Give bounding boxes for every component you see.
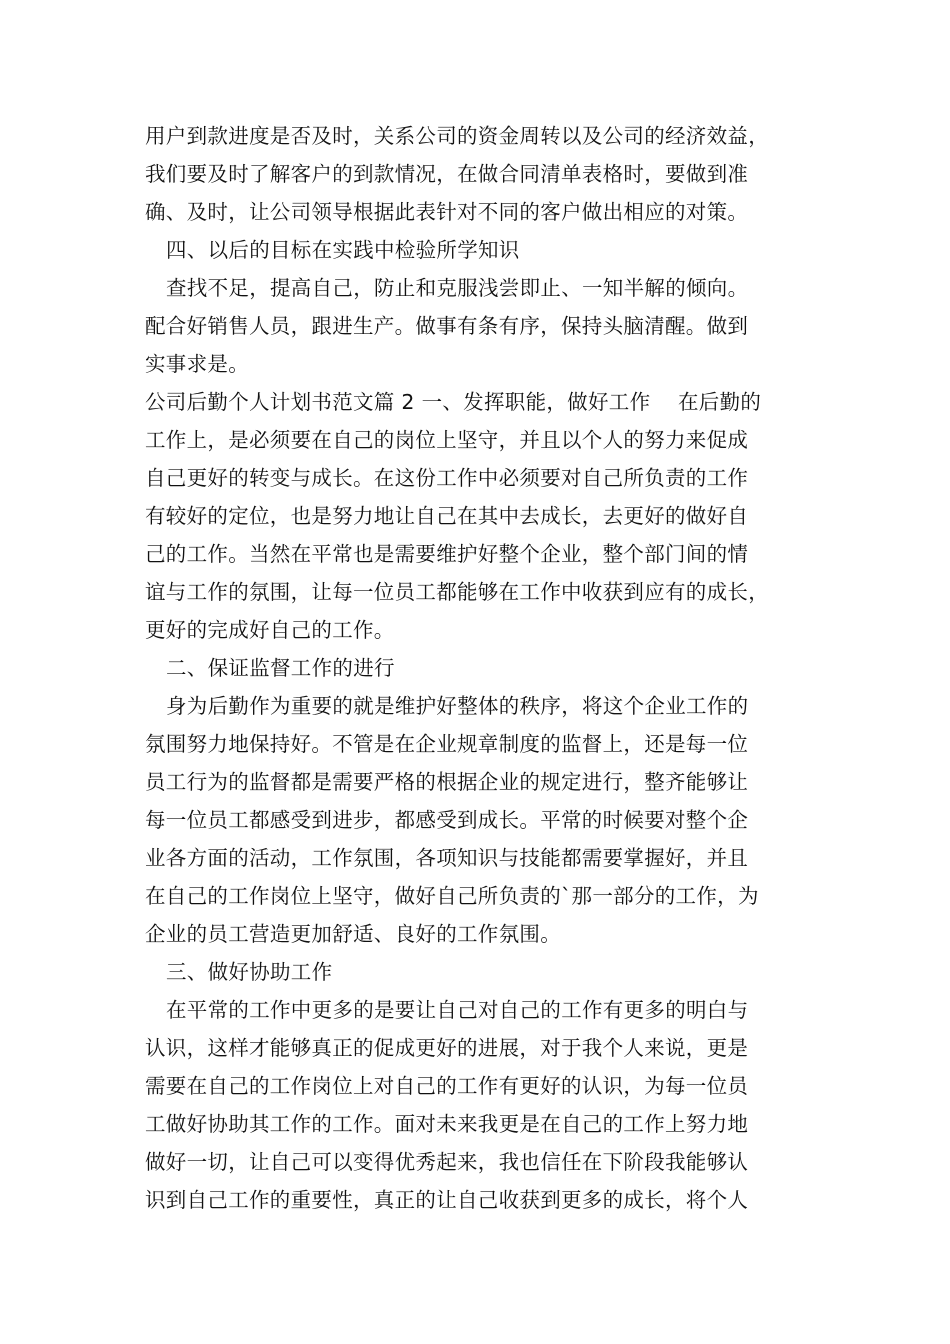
body-text-line: 己的工作。当然在平常也是需要维护好整个企业，整个部门间的情: [145, 542, 749, 566]
body-text-line: 谊与工作的氛围，让每一位员工都能够在工作中收获到应有的成长，: [145, 580, 769, 604]
body-text-line: 氛围努力地保持好。不管是在企业规章制度的监督上，还是每一位: [145, 732, 749, 756]
body-text-line: 业各方面的活动，工作氛围，各项知识与技能都需要掌握好，并且: [145, 846, 749, 870]
body-text-line: 在平常的工作中更多的是要让自己对自己的工作有更多的明白与: [166, 998, 749, 1022]
body-text-line: 做好一切，让自己可以变得优秀起来，我也信任在下阶段我能够认: [145, 1150, 749, 1174]
body-text-line: 配合好销售人员，跟进生产。做事有条有序，保持头脑清醒。做到: [145, 314, 749, 338]
body-text-line: 更好的完成好自己的工作。: [145, 618, 395, 642]
section-heading: 三、做好协助工作: [166, 960, 333, 984]
body-text-line: 有较好的定位，也是努力地让自己在其中去成长，去更好的做好自: [145, 504, 749, 528]
section-heading: 二、保证监督工作的进行: [166, 656, 395, 680]
body-text-line: 需要在自己的工作岗位上对自己的工作有更好的认识，为每一位员: [145, 1074, 749, 1098]
article-title-line: 公司后勤个人计划书范文篇 2 一、发挥职能，做好工作 在后勤的: [145, 390, 762, 414]
body-text-line: 身为后勤作为重要的就是维护好整体的秩序，将这个企业工作的: [166, 694, 749, 718]
body-text-line: 用户到款进度是否及时，关系公司的资金周转以及公司的经济效益，: [145, 124, 769, 148]
body-text-line: 自己更好的转变与成长。在这份工作中必须要对自己所负责的工作: [145, 466, 749, 490]
body-text-line: 在自己的工作岗位上坚守，做好自己所负责的`那一部分的工作，为: [145, 884, 759, 908]
body-text-line: 实事求是。: [145, 352, 249, 376]
body-text-line: 员工行为的监督都是需要严格的根据企业的规定进行，整齐能够让: [145, 770, 749, 794]
body-text-line: 每一位员工都感受到进步，都感受到成长。平常的时候要对整个企: [145, 808, 749, 832]
body-text-line: 查找不足，提高自己，防止和克服浅尝即止、一知半解的倾向。: [166, 276, 749, 300]
body-text-line: 工做好协助其工作的工作。面对未来我更是在自己的工作上努力地: [145, 1112, 749, 1136]
body-text-line: 确、及时，让公司领导根据此表针对不同的客户做出相应的对策。: [145, 200, 749, 224]
section-heading: 四、以后的目标在实践中检验所学知识: [166, 238, 520, 262]
body-text-line: 企业的员工营造更加舒适、良好的工作氛围。: [145, 922, 561, 946]
body-text-line: 认识，这样才能够真正的促成更好的进展，对于我个人来说，更是: [145, 1036, 749, 1060]
body-text-line: 工作上，是必须要在自己的岗位上坚守，并且以个人的努力来促成: [145, 428, 749, 452]
body-text-line: 识到自己工作的重要性，真正的让自己收获到更多的成长，将个人: [145, 1188, 749, 1212]
body-text-line: 我们要及时了解客户的到款情况，在做合同清单表格时，要做到准: [145, 162, 749, 186]
